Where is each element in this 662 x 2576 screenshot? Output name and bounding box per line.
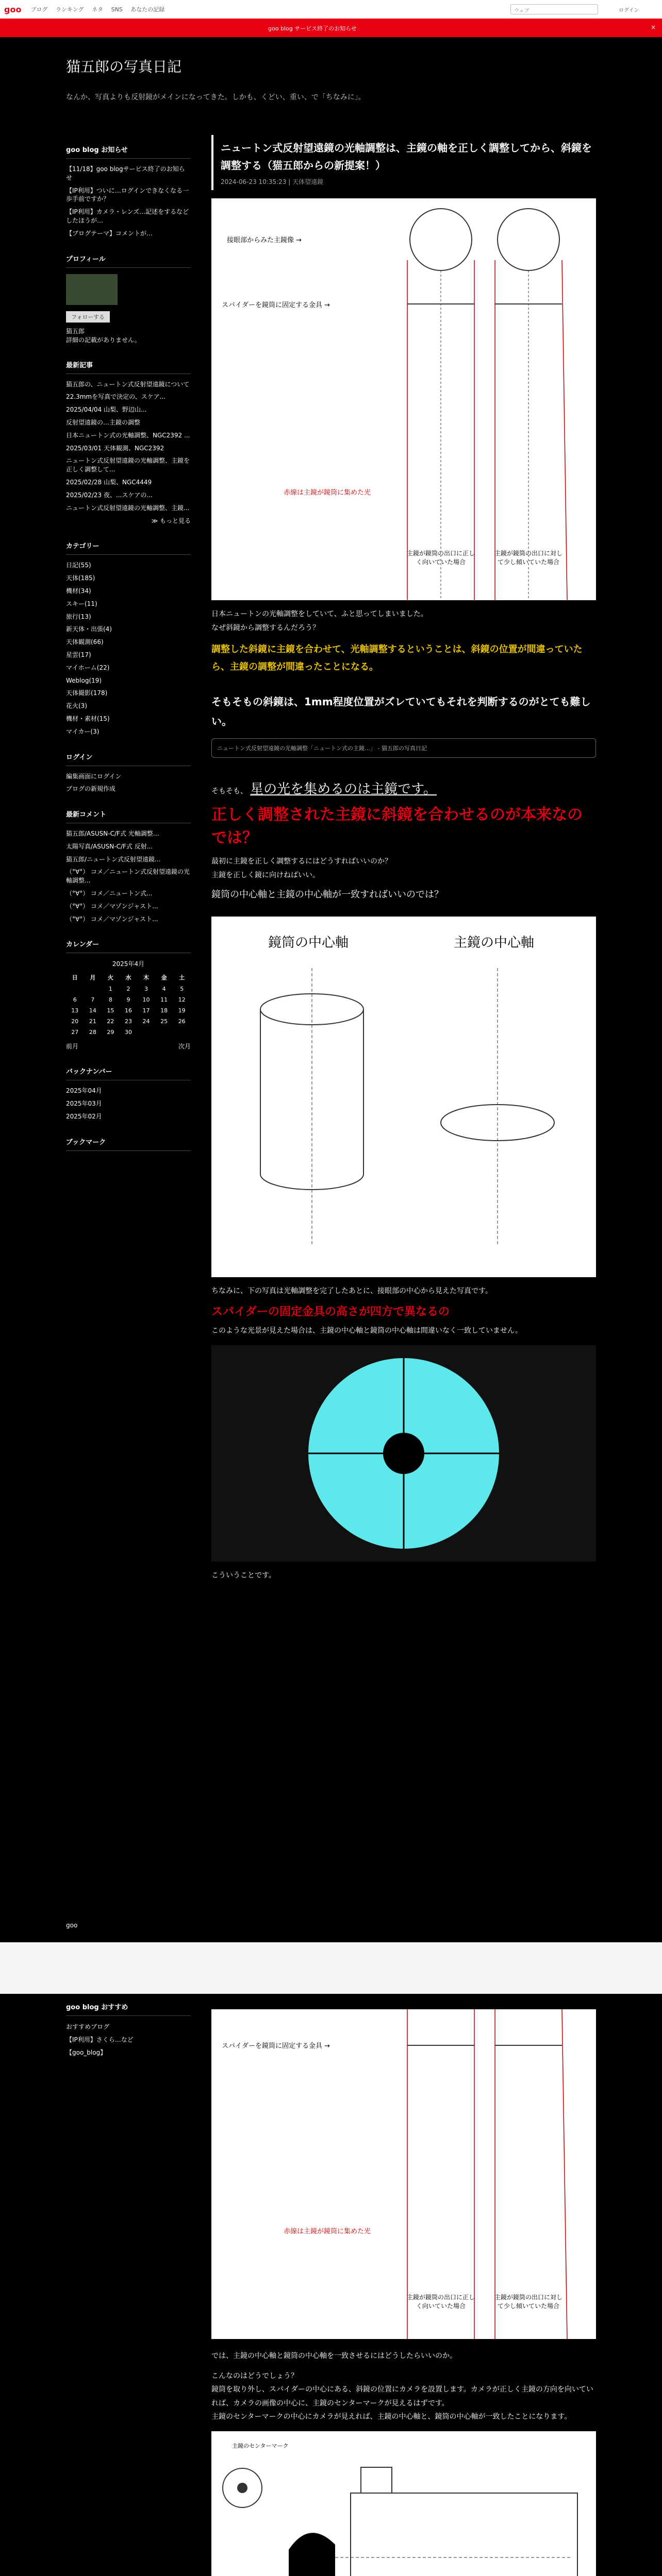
calendar-day: 5: [180, 986, 184, 993]
post-highlight: 調整した斜鏡に主鏡を合わせて、光軸調整するということは、斜鏡の位置が間違っていたら、主鏡の調整が間違ったことになる。: [211, 644, 583, 673]
sidebar-heading: プロフィール: [66, 253, 191, 268]
camera-setup-svg: [211, 2431, 596, 2576]
calendar-month: 2025年4月: [112, 960, 145, 968]
post-section: [211, 778, 596, 799]
diagram-label: 主鏡が鏡筒の出口に対して少し傾いていた場合: [494, 2294, 562, 2310]
page-gap: [0, 1942, 662, 1994]
nav-item[interactable]: ランキング: [55, 6, 84, 13]
post-highlight: 正しく調整された主鏡に斜鏡を合わせるのが本来なのでは？: [211, 806, 583, 848]
post-header: [211, 135, 596, 190]
post-paragraph: 日本ニュートンの光軸調整をしていて、ふと思ってしまいました。: [211, 610, 428, 618]
embed-text[interactable]: ニュートン式反射望遠鏡の光軸調整「ニュートン式の主鏡…」 - 猫五郎の写真日記: [217, 744, 427, 752]
sidebar-heading: 最新コメント: [66, 809, 191, 823]
post-paragraph: こういうことです。: [211, 1571, 276, 1580]
profile-name[interactable]: 猫五郎: [66, 327, 85, 335]
mirror-diagram-svg: [211, 198, 596, 600]
calendar-day: 24: [142, 1018, 150, 1025]
post-title[interactable]: ニュートン式反射望遠鏡の光軸調整は、主鏡の軸を正しく調整してから、斜鏡を調整する（猫五郎からの新提案！）: [221, 142, 592, 172]
calendar-day: [66, 984, 84, 994]
blog-header: [66, 56, 596, 102]
post-meta: 2024-06-23 10:35:23 | 天体望遠鏡: [221, 178, 324, 185]
recent-item[interactable]: 22.3mmを写真で決定の、スケア...: [66, 393, 166, 401]
post-paragraph: ちなみに、下の写真は光軸調整を完了したあとに、接眼部の中心から見えた写真です。: [211, 1286, 492, 1295]
category-item[interactable]: 花火(3): [66, 702, 87, 710]
category-item[interactable]: 日記(55): [66, 562, 91, 569]
recent-item[interactable]: 猫五郎の、ニュートン式反射望遠鏡について: [66, 380, 190, 388]
post-paragraph: 最初に主鏡を正しく調整するにはどうすればいいのか？: [211, 857, 392, 866]
recent-item[interactable]: 日本ニュートン式の光軸調整、NGC2392 ...: [66, 431, 190, 439]
calendar-day: [84, 984, 102, 994]
login-item[interactable]: 編集画面にログイン: [66, 772, 122, 780]
eyepiece-photo: [211, 1345, 596, 1562]
diagram-label: スパイダーを鏡筒に固定する金具 →: [222, 2042, 330, 2050]
category-item[interactable]: Weblog(19): [66, 676, 102, 684]
category-item[interactable]: スキー(11): [66, 600, 97, 607]
calendar-day: [155, 1027, 173, 1038]
sidebar-recommend: [66, 2002, 191, 2061]
calendar-day: 17: [142, 1007, 150, 1014]
post-main: [211, 135, 596, 1582]
category-item[interactable]: 機材(34): [66, 587, 91, 595]
nav-item[interactable]: ブログ: [30, 6, 48, 13]
calendar-day: 11: [160, 996, 168, 1004]
post-text: そもそも、: [211, 787, 247, 795]
notice-item[interactable]: 【IP利用】ついに…ログインできなくなる一歩手前ですか？: [66, 187, 189, 203]
recent-item[interactable]: 反射望遠鏡の…主鏡の調整: [66, 418, 141, 426]
calendar-next-link[interactable]: 次月: [178, 1043, 191, 1050]
mirror-diagram-2: [211, 2009, 596, 2339]
sidebar-heading: カレンダー: [66, 939, 191, 953]
post-continued: [211, 2009, 596, 2576]
category-item[interactable]: 機材・素材(15): [66, 715, 110, 722]
calendar-day: 28: [89, 1029, 96, 1036]
search-input[interactable]: ウェブ: [510, 4, 598, 14]
sidebar-heading: goo blog お知らせ: [66, 144, 191, 159]
sidebar: [66, 144, 191, 1157]
goo-logo[interactable]: goo: [4, 4, 22, 14]
post-highlight: スパイダーの固定金具の高さが四方で異なるの: [211, 1306, 450, 1319]
recent-item[interactable]: ニュートン式反射望遠鏡の光軸調整、主鏡...: [66, 504, 190, 512]
calendar-day: 20: [71, 1018, 79, 1025]
calendar-head: 火: [107, 974, 113, 981]
recent-item[interactable]: 2025/02/23 夜、...スケアの...: [66, 491, 153, 499]
calendar-day: 4: [162, 986, 166, 993]
comment-item[interactable]: （°∀°） コメ／ニュートン式...: [66, 890, 153, 897]
category-item[interactable]: 天体撮影(178): [66, 689, 108, 697]
calendar-day: 1: [108, 986, 112, 993]
calendar-head: 月: [90, 974, 96, 981]
nav-item[interactable]: SNS: [111, 6, 123, 13]
axis-diagram: [211, 917, 596, 1277]
calendar-day: 3: [144, 986, 148, 993]
post-paragraph: このような光景が見えた場合は、主鏡の中心軸と鏡筒の中心軸は間違いなく一致していません。: [211, 1327, 522, 1335]
calendar-day: 30: [124, 1029, 132, 1036]
post-paragraph: こんなのはどうでしょう？: [211, 2371, 298, 2380]
sidebar-heading: goo blog おすすめ: [66, 2002, 191, 2016]
banner-link[interactable]: goo blog サービス終了のお知らせ: [268, 25, 357, 32]
calendar-day: 18: [160, 1007, 168, 1014]
calendar-day: 7: [91, 996, 95, 1004]
notice-item[interactable]: 【IP利用】カメラ・レンズ…記述をするなどしたほうが…: [66, 208, 189, 224]
blog-embed-card[interactable]: [211, 738, 596, 758]
backnumber-item[interactable]: 2025年03月: [66, 1100, 102, 1108]
category-item[interactable]: 星雲(17): [66, 651, 91, 658]
calendar-day: 14: [89, 1007, 96, 1014]
calendar-head: 水: [125, 974, 131, 981]
post-highlight: 星の光を集めるのは主鏡です。: [250, 781, 437, 797]
footer-link[interactable]: goo: [66, 1922, 78, 1929]
recent-item[interactable]: 2025/04/04 山梨、野辺山...: [66, 406, 147, 414]
post-paragraph: なぜ斜鏡から調整するんだろう？: [211, 623, 320, 632]
notice-item[interactable]: 【11/18】goo blogサービス終了のお知らせ: [66, 165, 185, 181]
comment-item[interactable]: （°∀°） コメ／マゾンジャスト...: [66, 902, 158, 910]
blog-description: なんか、写真よりも反射鏡がメインになってきた。しかも、くどい、重い、で「ちなみに」。: [66, 93, 366, 101]
profile-text: 詳細の記載がありません。: [66, 336, 141, 344]
calendar-head: 金: [161, 974, 167, 981]
notice-item[interactable]: 【ブログテーマ】コメントが…: [66, 229, 153, 237]
category-item[interactable]: 旅行(13): [66, 613, 91, 620]
post-paragraph: では、主鏡の中心軸と鏡筒の中心軸を一致させるにはどうしたらいいのか。: [211, 2352, 457, 2360]
calendar-day: 23: [124, 1018, 132, 1025]
login-item[interactable]: ブログの新規作成: [66, 785, 116, 793]
category-item[interactable]: マイカー(3): [66, 727, 100, 735]
mirror-diagram-1: [211, 198, 596, 600]
post-paragraph: 鏡筒を取り外し、スパイダーの中心にある、斜鏡の位置にカメラを設置します。カメラが正しく主鏡の方向を向いていれば、カメラの画像の中心に、主鏡のセンターマークが見えるはずです。: [211, 2385, 593, 2408]
post-paragraph: 主鏡のセンターマークの中心にカメラが見えれば、主鏡の中心軸と、鏡筒の中心軸が一致したことになります。: [211, 2413, 572, 2421]
recommend-item[interactable]: おすすめブログ: [66, 2023, 110, 2030]
comment-item[interactable]: 猫五郎/ニュートン式反射望遠鏡...: [66, 855, 161, 863]
calendar-day: 29: [107, 1029, 114, 1036]
diagram-label: 主鏡のセンターマーク: [232, 2442, 289, 2449]
nav-item[interactable]: あなたの記録: [130, 6, 165, 13]
post-paragraph: 鏡筒の中心軸と主鏡の中心軸が一致すればいいのでは？: [211, 889, 443, 901]
post-paragraph: 主鏡を正しく鏡に向けねばいい。: [211, 871, 320, 879]
calendar-day: 8: [108, 996, 112, 1004]
calendar-head: 日: [72, 974, 78, 981]
calendar-day: 2: [126, 986, 130, 993]
sidebar-heading: ログイン: [66, 752, 191, 766]
category-item[interactable]: マイホーム(22): [66, 664, 110, 671]
calendar-day: 15: [107, 1007, 114, 1014]
comment-item[interactable]: （°∀°） コメ／マゾンジャスト...: [66, 915, 158, 923]
recommend-item[interactable]: 【goo_blog】: [66, 2049, 107, 2056]
recent-item[interactable]: 2025/02/28 山梨、NGC4449: [66, 478, 152, 486]
recommend-item[interactable]: 【IP利用】さくら…など: [66, 2036, 134, 2043]
category-item[interactable]: 天体観測(66): [66, 638, 104, 646]
follow-button[interactable]: フォローする: [66, 311, 110, 323]
sidebar-heading: 最新記事: [66, 360, 191, 374]
calendar-day: 13: [71, 1007, 79, 1014]
diagram-label: 鏡筒の中心軸: [268, 935, 349, 951]
calendar-head: 木: [143, 974, 150, 981]
sidebar-heading: ブックマーク: [66, 1137, 191, 1151]
login-link[interactable]: ログイン: [619, 8, 639, 13]
eyepiece-photo-svg: [211, 1345, 596, 1562]
calendar-day: 21: [89, 1018, 96, 1025]
diagram-label: 主鏡の中心軸: [454, 935, 535, 951]
goo-nav: [30, 5, 171, 13]
close-icon[interactable]: ×: [651, 24, 656, 31]
diagram-label: 主鏡が鏡筒の出口に正しく向いていた場合: [406, 2294, 475, 2310]
diagram-label: 赤線は主鏡が鏡筒に集めた光: [284, 489, 371, 497]
diagram-label: 主鏡が鏡筒の出口に正しく向いていた場合: [406, 550, 475, 566]
sidebar-heading: カテゴリー: [66, 540, 191, 555]
calendar-day: [173, 1027, 191, 1038]
calendar-day: 22: [107, 1018, 114, 1025]
calendar-day: 16: [124, 1007, 132, 1014]
calendar-day: 19: [178, 1007, 186, 1014]
backnumber-item[interactable]: 2025年02月: [66, 1113, 102, 1121]
nav-item[interactable]: ネタ: [92, 6, 104, 13]
comment-item[interactable]: （°∀°） コメ／ニュートン式反射望遠鏡の光軸調整...: [66, 868, 190, 885]
calendar-day: 6: [73, 996, 77, 1004]
calendar-day: 27: [71, 1029, 79, 1036]
recent-more-link[interactable]: ≫ もっと見る: [151, 517, 191, 525]
calendar-day: 9: [126, 996, 130, 1004]
recent-item[interactable]: ニュートン式反射望遠鏡の光軸調整、主鏡を正しく調整して...: [66, 457, 190, 473]
goo-topbar: [0, 0, 662, 19]
announcement-banner: [0, 19, 662, 37]
category-item[interactable]: 新天体・出張(4): [66, 625, 112, 633]
calendar-day: [137, 1027, 155, 1038]
calendar-prev-link[interactable]: 前月: [66, 1043, 79, 1050]
post-highlight: そもそもの斜鏡は、1mm程度位置がズレていてもそれを判断するのがとても難しい。: [211, 695, 591, 727]
diagram-label: 接眼部からみた主鏡像 →: [227, 236, 302, 244]
diagram-label: 赤線は主鏡が鏡筒に集めた光: [284, 2228, 371, 2235]
recent-item[interactable]: 2025/03/01 天体観測、NGC2392: [66, 444, 164, 452]
camera-setup-diagram: [211, 2431, 596, 2576]
mirror-diagram-2-svg: [211, 2009, 596, 2339]
axis-diagram-svg: [211, 917, 596, 1277]
calendar-day: 12: [178, 996, 186, 1004]
sidebar-heading: バックナンバー: [66, 1066, 191, 1080]
calendar-day: 26: [178, 1018, 186, 1025]
calendar: [66, 971, 191, 1038]
backnumber-item[interactable]: 2025年04月: [66, 1087, 102, 1095]
category-item[interactable]: 天体(185): [66, 574, 95, 582]
comment-item[interactable]: 太陽写真/ASUSN-C/F式 反射...: [66, 842, 153, 850]
calendar-head: 土: [179, 974, 185, 981]
blog-title[interactable]: 猫五郎の写真日記: [66, 58, 182, 75]
calendar-day: 25: [160, 1018, 168, 1025]
avatar: [66, 274, 118, 305]
comment-item[interactable]: 猫五郎/ASUSN-C/F式 光軸調整…: [66, 830, 159, 838]
diagram-label: スパイダーを鏡筒に固定する金具 →: [222, 301, 330, 309]
calendar-day: 10: [142, 996, 150, 1004]
diagram-label: 主鏡が鏡筒の出口に対して少し傾いていた場合: [494, 550, 562, 566]
